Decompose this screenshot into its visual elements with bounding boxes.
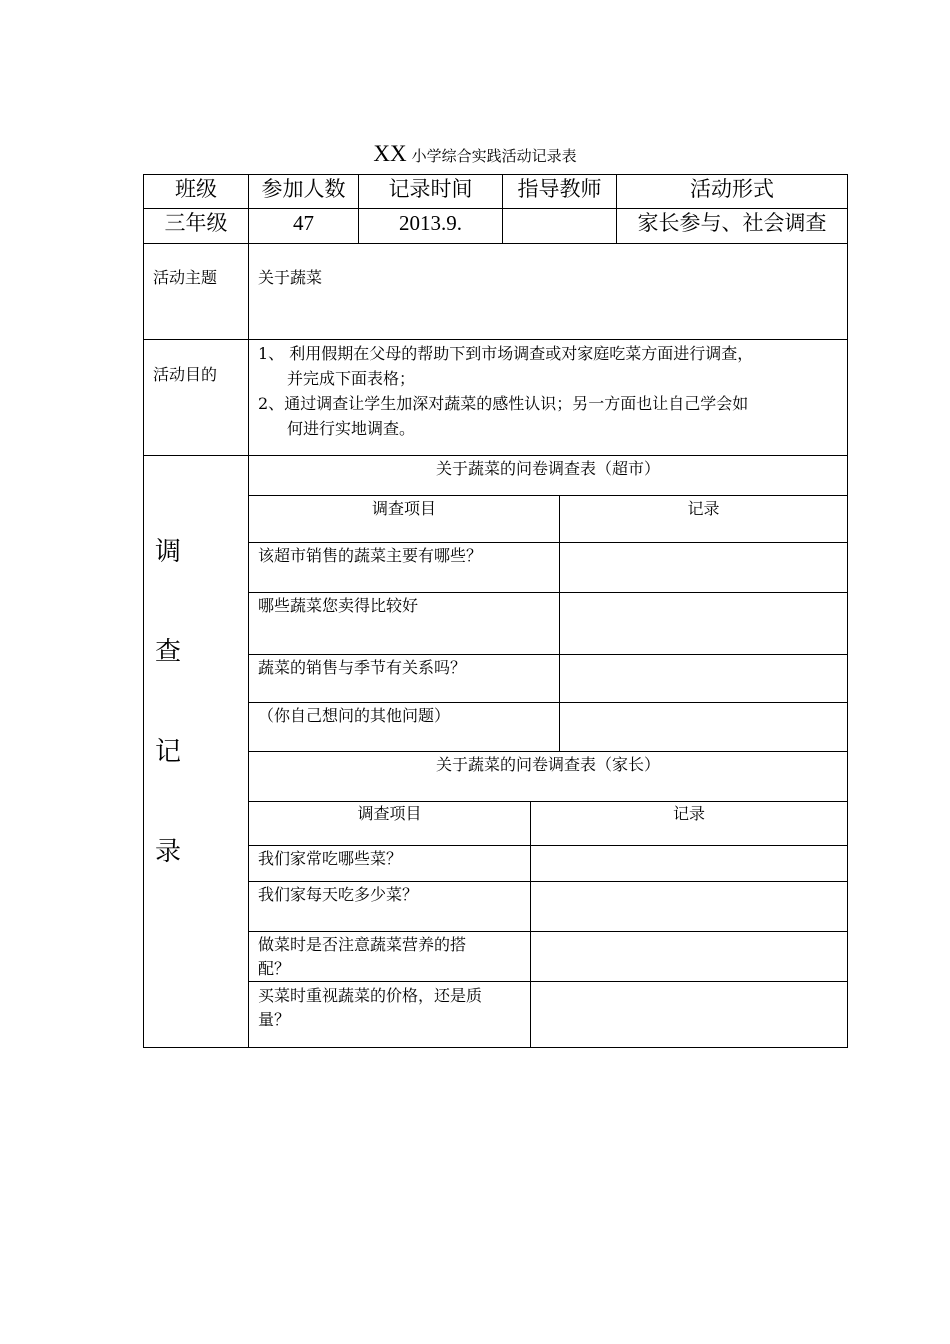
activity-form-value: 家长参与、社会调查: [637, 211, 827, 235]
purpose-item-text: 通过调查让学生加深对蔬菜的感性认识；另一方面也让自己学会如: [284, 394, 749, 413]
parents-question: [258, 984, 526, 1032]
record-label-char: 记: [155, 737, 182, 767]
record-label-char: 调: [155, 537, 182, 567]
purpose-item-1: [258, 342, 844, 366]
record-label-char: 录: [155, 837, 182, 867]
supermarket-col-record: 记录: [687, 499, 720, 518]
record-label-char: 查: [155, 637, 182, 667]
theme-value: 关于蔬菜: [258, 268, 323, 287]
parents-question: [258, 933, 526, 981]
supermarket-question: 该超市销售的蔬菜主要有哪些？: [258, 546, 483, 565]
parents-question-line: 买菜时重视蔬菜的价格，还是质: [258, 986, 483, 1005]
header-activity-form-label: 活动形式: [690, 177, 774, 201]
purpose-item-1-cont: 并完成下面表格；: [287, 369, 416, 388]
supermarket-col-item: 调查项目: [371, 499, 436, 518]
parents-question-line: 做菜时是否注意蔬菜营养的搭: [258, 935, 467, 954]
parents-question-line: 配？: [258, 959, 291, 978]
parents-survey-title: 关于蔬菜的问卷调查表（家长）: [435, 755, 660, 774]
record-time-value: 2013.9.: [399, 211, 462, 235]
supermarket-question: 哪些蔬菜您卖得比较好: [258, 596, 419, 615]
header-class-label: 班级: [175, 177, 217, 201]
purpose-label: 活动目的: [153, 365, 218, 384]
title-text: 小学综合实践活动记录表: [411, 147, 577, 165]
title-prefix: XX: [373, 141, 407, 166]
header-record-time-label: 记录时间: [388, 177, 473, 201]
purpose-item-2-cont: 何进行实地调查。: [287, 419, 416, 438]
parents-question-line: 我们家每天吃多少菜？: [258, 885, 419, 904]
parents-question-line: 量？: [258, 1010, 291, 1029]
supermarket-survey-title: 关于蔬菜的问卷调查表（超市）: [435, 459, 660, 478]
purpose-item-number: 1、: [258, 344, 285, 363]
supermarket-question: 蔬菜的销售与季节有关系吗？: [258, 658, 467, 677]
parents-question: [258, 847, 526, 871]
parents-col-record: 记录: [672, 804, 705, 823]
parents-question-line: 我们家常吃哪些菜？: [258, 849, 403, 868]
parents-question: [258, 883, 526, 907]
parents-col-item: 调查项目: [357, 804, 422, 823]
purpose-item-text: 利用假期在父母的帮助下到市场调查或对家庭吃菜方面进行调查，: [289, 344, 754, 363]
purpose-item-number: 2、: [258, 394, 285, 413]
class-value: 三年级: [164, 211, 228, 235]
header-teacher-label: 指导教师: [517, 177, 602, 201]
participants-value: 47: [293, 211, 314, 235]
supermarket-question: （你自己想问的其他问题）: [258, 706, 451, 725]
purpose-item-2: [258, 392, 844, 416]
header-participants-label: 参加人数: [261, 177, 346, 201]
theme-label: 活动主题: [153, 268, 218, 287]
page-title: [0, 140, 950, 170]
